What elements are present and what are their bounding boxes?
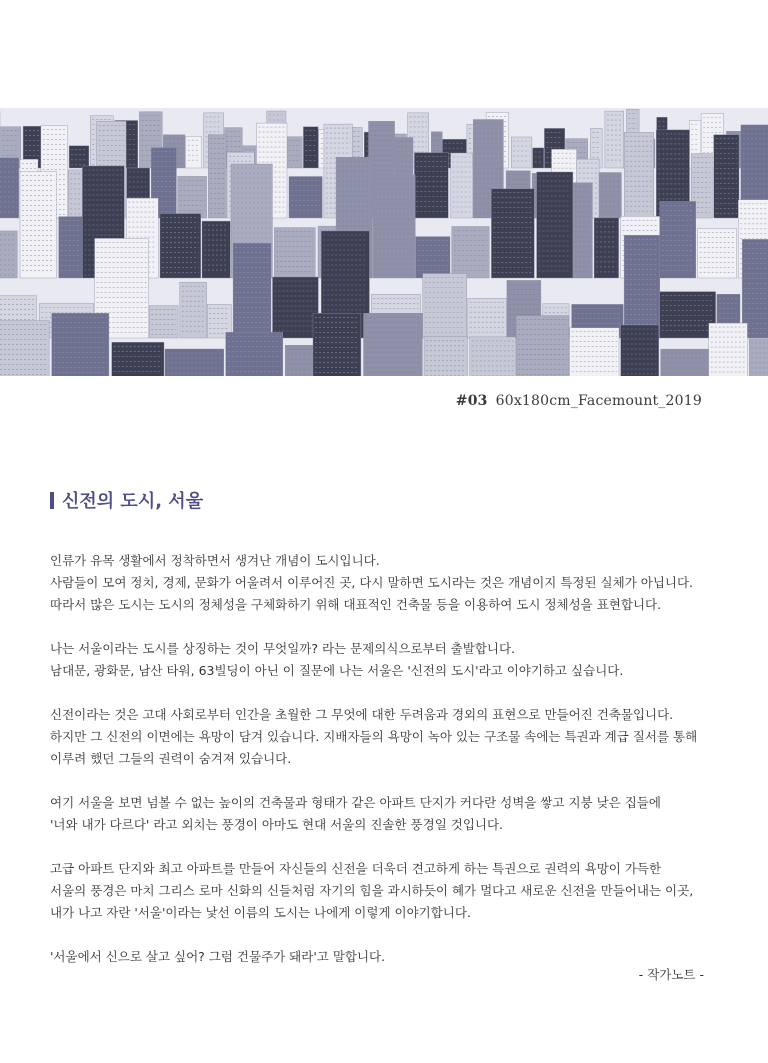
heading-bar-icon xyxy=(50,492,54,509)
paragraph xyxy=(50,550,730,616)
skyline-illustration xyxy=(0,108,768,376)
paragraph xyxy=(50,792,730,836)
text-line: 사람들이 모여 정치, 경제, 문화가 어울려서 이루어진 곳, 다시 말하면 도시라는 것은 개념이지 특정된 실체가 아닙니다. xyxy=(50,575,694,590)
paragraph xyxy=(50,946,730,968)
text-line: 내가 나고 자란 '서울'이라는 낯선 이름의 도시는 나에게 이렇게 이야기합니다. xyxy=(50,905,471,920)
artwork-caption xyxy=(456,393,702,409)
paragraph xyxy=(50,858,730,924)
paragraph xyxy=(50,638,730,682)
signature: - 작가노트 - xyxy=(638,967,704,982)
text-line: 신전이라는 것은 고대 사회로부터 인간을 초월한 그 무엇에 대한 두려움과 경외의 표현으로 만들어진 건축물입니다. xyxy=(50,707,674,722)
text-line: 따라서 많은 도시는 도시의 정체성을 구체화하기 위해 대표적인 건축물 등을 이용하여 도시 정체성을 표현합니다. xyxy=(50,597,662,612)
paragraph xyxy=(50,704,730,770)
city-skyline-photo xyxy=(0,108,768,376)
text-line: '너와 내가 다르다' 라고 외치는 풍경이 아마도 현대 서울의 진솔한 풍경일 것입니다. xyxy=(50,817,504,832)
artwork-spec: 60x180cm_Facemount_2019 xyxy=(495,393,702,409)
text-line: 나는 서울이라는 도시를 상징하는 것이 무엇일까? 라는 문제의식으로부터 출발합니다. xyxy=(50,641,516,656)
artwork-number: #03 xyxy=(455,393,488,409)
artist-note-body xyxy=(50,550,730,990)
text-line: 이루려 했던 그들의 권력이 숨겨져 있습니다. xyxy=(50,751,292,766)
text-line: 고급 아파트 단지와 최고 아파트를 만들어 자신들의 신전을 더욱더 견고하게 하는 특권으로 권력의 욕망이 가득한 xyxy=(50,861,662,876)
text-line: 하지만 그 신전의 이면에는 욕망이 담겨 있습니다. 지배자들의 욕망이 녹아 있는 구조물 속에는 특권과 계급 질서를 통해 xyxy=(50,729,698,744)
text-line: 남대문, 광화문, 남산 타워, 63빌딩이 아닌 이 질문에 나는 서울은 '신전의 도시'라고 이야기하고 싶습니다. xyxy=(50,663,624,678)
text-line: 인류가 유목 생활에서 정착하면서 생겨난 개념이 도시입니다. xyxy=(50,553,380,568)
text-line: 여기 서울을 보면 넘볼 수 없는 높이의 건축물과 형태가 같은 아파트 단지가 커다란 성벽을 쌓고 지붕 낮은 집들에 xyxy=(50,795,661,810)
section-heading xyxy=(50,487,203,513)
text-line: 서울의 풍경은 마치 그리스 로마 신화의 신들처럼 자기의 힘을 과시하듯이 혜가 멀다고 새로운 신전을 만들어내는 이곳, xyxy=(50,883,694,898)
text-line: '서울에서 신으로 살고 싶어? 그럼 건물주가 돼라'고 말합니다. xyxy=(50,949,386,964)
section-title-text: 신전의 도시, 서울 xyxy=(62,491,204,512)
